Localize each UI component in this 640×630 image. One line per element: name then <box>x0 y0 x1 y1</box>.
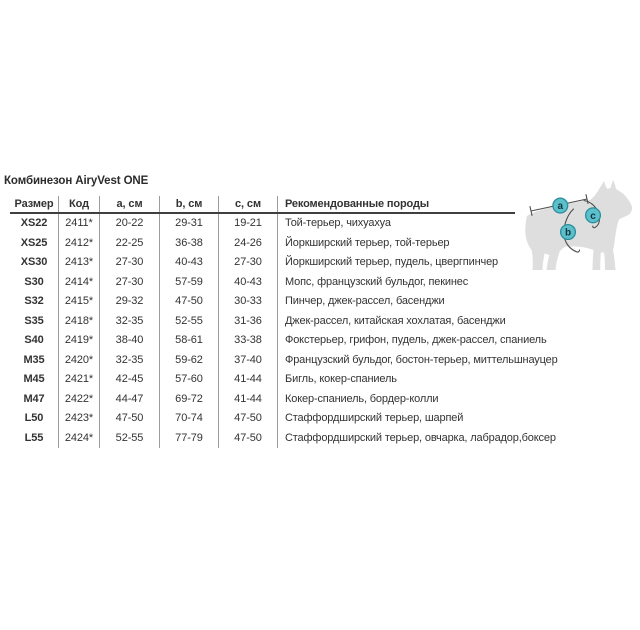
cell-a: 29-32 <box>100 292 160 312</box>
cell-code: 2412* <box>59 234 100 254</box>
cell-a: 44-47 <box>100 390 160 410</box>
cell-a: 27-30 <box>100 273 160 293</box>
cell-b: 58-61 <box>160 331 219 351</box>
cell-a: 52-55 <box>100 429 160 449</box>
cell-breeds: Кокер-спаниель, бордер-колли <box>285 392 439 405</box>
table-row <box>10 351 558 371</box>
cell-size: S30 <box>10 273 59 293</box>
table-row <box>10 253 515 273</box>
cell-size: M45 <box>10 370 59 390</box>
cell-code: 2418* <box>59 312 100 332</box>
table-row <box>10 234 515 254</box>
cell-a: 32-35 <box>100 312 160 332</box>
measure-c-label: c <box>590 210 596 222</box>
cell-a: 32-35 <box>100 351 160 371</box>
cell-size: S32 <box>10 292 59 312</box>
cell-a: 42-45 <box>100 370 160 390</box>
cell-size: L50 <box>10 409 59 429</box>
header-cell-breeds: Рекомендованные породы <box>285 198 430 210</box>
cell-c: 41-44 <box>219 370 278 390</box>
cell-b: 59-62 <box>160 351 219 371</box>
cell-code: 2413* <box>59 253 100 273</box>
cell-b: 69-72 <box>160 390 219 410</box>
cell-size: XS30 <box>10 253 59 273</box>
measure-a-badge <box>553 198 568 213</box>
cell-breeds: Мопс, французский бульдог, пекинес <box>285 275 469 288</box>
cell-a: 47-50 <box>100 409 160 429</box>
cell-breeds: Пинчер, джек-рассел, басенджи <box>285 295 445 307</box>
size-table <box>10 196 558 448</box>
table-row <box>10 214 515 234</box>
cell-breeds: Джек-рассел, китайская хохлатая, басенджи <box>285 314 506 327</box>
cell-b: 57-59 <box>160 273 219 293</box>
cell-b: 36-38 <box>160 234 219 254</box>
cell-breeds: Йоркширский терьер, пудель, цвергпинчер <box>285 256 499 268</box>
measure-a-label: a <box>557 201 564 213</box>
measure-b-badge <box>561 225 576 240</box>
cell-size: XS22 <box>10 214 59 234</box>
cell-a: 20-22 <box>100 214 160 234</box>
cell-a: 38-40 <box>100 331 160 351</box>
cell-c: 19-21 <box>219 214 278 234</box>
table-body <box>10 214 558 448</box>
cell-c: 41-44 <box>219 390 278 410</box>
table-row <box>10 409 515 429</box>
measure-c-badge <box>586 208 601 223</box>
cell-b: 29-31 <box>160 214 219 234</box>
table-header-row <box>10 196 515 214</box>
table-row <box>10 331 547 351</box>
cell-b: 52-55 <box>160 312 219 332</box>
cell-b: 77-79 <box>160 429 219 449</box>
cell-c: 30-33 <box>219 292 278 312</box>
cell-code: 2423* <box>59 409 100 429</box>
cell-a: 22-25 <box>100 234 160 254</box>
cell-breeds: Стаффордширский терьер, шарпей <box>285 412 464 424</box>
cell-c: 47-50 <box>219 409 278 429</box>
cell-code: 2415* <box>59 292 100 312</box>
cell-breeds: Стаффордширский терьер, овчарка, лабрадор,боксер <box>285 431 556 444</box>
page-title: Комбинезон AiryVest ONE <box>4 175 149 187</box>
cell-size: L55 <box>10 429 59 449</box>
table-row <box>10 273 515 293</box>
cell-code: 2422* <box>59 390 100 410</box>
header-cell-b: b, см <box>160 196 219 212</box>
cell-c: 24-26 <box>219 234 278 254</box>
table-row <box>10 370 515 390</box>
cell-c: 33-38 <box>219 331 278 351</box>
header-cell-code: Код <box>59 196 100 212</box>
cell-code: 2424* <box>59 429 100 449</box>
cell-breeds: Бигль, кокер-спаниель <box>285 373 397 385</box>
cell-c: 47-50 <box>219 429 278 449</box>
cell-c: 40-43 <box>219 273 278 293</box>
cell-breeds: Йоркширский терьер, той-терьер <box>285 236 450 249</box>
header-cell-size: Размер <box>10 196 59 212</box>
cell-code: 2421* <box>59 370 100 390</box>
dog-measurement-diagram <box>505 158 640 310</box>
cell-b: 40-43 <box>160 253 219 273</box>
table-row <box>10 292 515 312</box>
cell-c: 27-30 <box>219 253 278 273</box>
cell-breeds: Той-терьер, чихуахуа <box>285 217 391 229</box>
header-cell-c: c, см <box>219 196 278 212</box>
cell-b: 57-60 <box>160 370 219 390</box>
cell-size: XS25 <box>10 234 59 254</box>
cell-code: 2419* <box>59 331 100 351</box>
cell-size: M47 <box>10 390 59 410</box>
table-row <box>10 429 556 449</box>
cell-b: 47-50 <box>160 292 219 312</box>
cell-b: 70-74 <box>160 409 219 429</box>
cell-breeds: Французский бульдог, бостон-терьер, миттельшнауцер <box>285 353 558 366</box>
cell-code: 2420* <box>59 351 100 371</box>
measure-b-label: b <box>564 227 572 239</box>
cell-code: 2411* <box>59 214 100 234</box>
cell-size: S40 <box>10 331 59 351</box>
cell-size: M35 <box>10 351 59 371</box>
cell-c: 31-36 <box>219 312 278 332</box>
cell-code: 2414* <box>59 273 100 293</box>
cell-breeds: Фокстерьер, грифон, пудель, джек-рассел, спаниель <box>285 334 547 346</box>
dog-silhouette-icon <box>525 180 632 270</box>
table-row <box>10 390 515 410</box>
cell-size: S35 <box>10 312 59 332</box>
cell-c: 37-40 <box>219 351 278 371</box>
table-row <box>10 312 515 332</box>
cell-a: 27-30 <box>100 253 160 273</box>
header-cell-a: a, см <box>100 196 160 212</box>
